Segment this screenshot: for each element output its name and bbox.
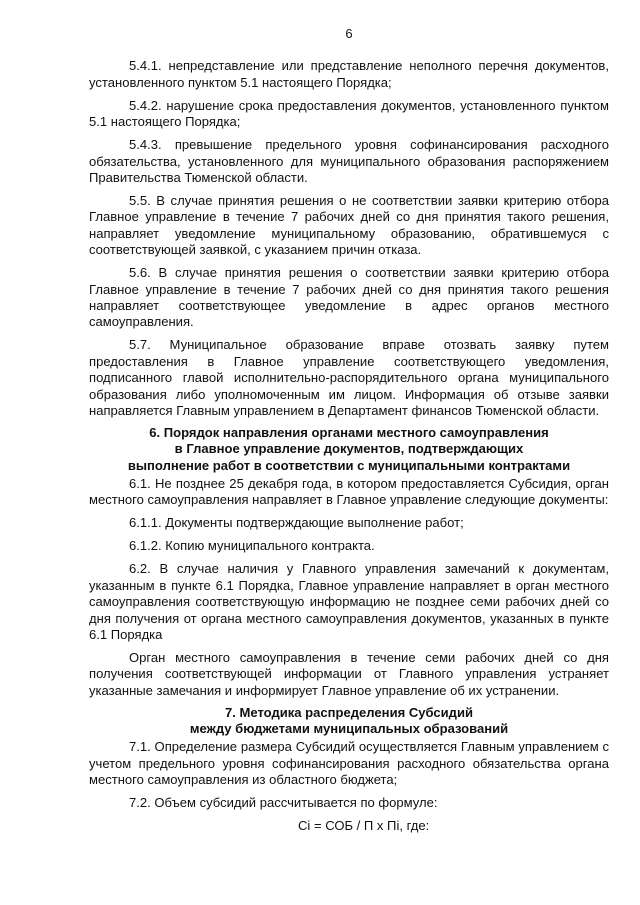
section-6-heading-line-3: выполнение работ в соответствии с муниципальными контрактами	[127, 457, 571, 473]
section-6-heading-line-2: в Главное управление документов, подтверждающих	[174, 441, 524, 457]
paragraph-5-6: 5.6. В случае принятия решения о соответствии заявки критерию отбора Главное управление в течение 7 рабочих дней со дня принятия такого решения направляет соответствующее уведомление в адрес органов местного самоуправления.	[89, 265, 609, 330]
paragraph-5-4-1: 5.4.1. непредставление или представление неполного перечня документов, установленного пунктом 5.1 настоящего Порядка;	[89, 58, 609, 90]
paragraph-5-5: 5.5. В случае принятия решения о не соответствии заявки критерию отбора Главное управление в течение 7 рабочих дней со дня принятия такого решения, направляет уведомление муниципальному образованию, обратившемуся с соответствующей заявкой, с указанием причин отказа.	[89, 193, 609, 258]
document-page	[89, 26, 609, 835]
subsidy-formula: Ci = СОБ / П х Пi, где:	[298, 818, 430, 834]
paragraph-7-2: 7.2. Объем субсидий рассчитывается по формуле:	[129, 795, 438, 811]
paragraph-5-7: 5.7. Муниципальное образование вправе отозвать заявку путем предоставления в Главное управление соответствующего уведомления, подписанного главой исполнительно-распорядительного органа муниципального образования либо уполномоченным им лицом. Информация об отзыве заявки направляется Главным управлением в Департамент финансов Тюменской области.	[89, 337, 609, 419]
paragraph-6-1-2: 6.1.2. Копию муниципального контракта.	[129, 538, 375, 554]
section-7-heading-line-1: 7. Методика распределения Субсидий	[225, 704, 473, 720]
paragraph-6-1-1: 6.1.1. Документы подтверждающие выполнение работ;	[129, 515, 464, 531]
paragraph-5-4-3: 5.4.3. превышение предельного уровня софинансирования расходного обязательства, установленного для муниципального образования распоряжением Правительства Тюменской области.	[89, 137, 609, 186]
paragraph-6-2: 6.2. В случае наличия у Главного управления замечаний к документам, указанным в пункте 6.1 Порядка, Главное управление направляет в орган местного самоуправления соответствующую информацию не позднее семи рабочих дней со дня получения от органа местного самоуправления документов, указанных в пункте 6.1 Порядка	[89, 561, 609, 643]
paragraph-7-1: 7.1. Определение размера Субсидий осуществляется Главным управлением с учетом предельного уровня софинансирования расходного обязательства органа местного самоуправления из областного бюджета;	[89, 739, 609, 788]
paragraph-6-1: 6.1. Не позднее 25 декабря года, в котором предоставляется Субсидия, орган местного самоуправления направляет в Главное управление следующие документы:	[89, 476, 609, 508]
paragraph-5-4-2: 5.4.2. нарушение срока предоставления документов, установленного пунктом 5.1 настоящего Порядка;	[89, 97, 609, 130]
section-6-heading	[89, 425, 609, 474]
section-7-heading	[89, 705, 609, 738]
paragraph-6-2-continuation: Орган местного самоуправления в течение семи рабочих дней со дня получения соответствующей информации от Главного управления устраняет указанные замечания и информирует Главное управление об их устранении.	[89, 650, 609, 698]
section-6-heading-line-1: 6. Порядок направления органами местного самоуправления	[149, 424, 549, 440]
section-7-heading-line-2: между бюджетами муниципальных образований	[189, 720, 509, 736]
page-number: 6	[345, 26, 353, 41]
